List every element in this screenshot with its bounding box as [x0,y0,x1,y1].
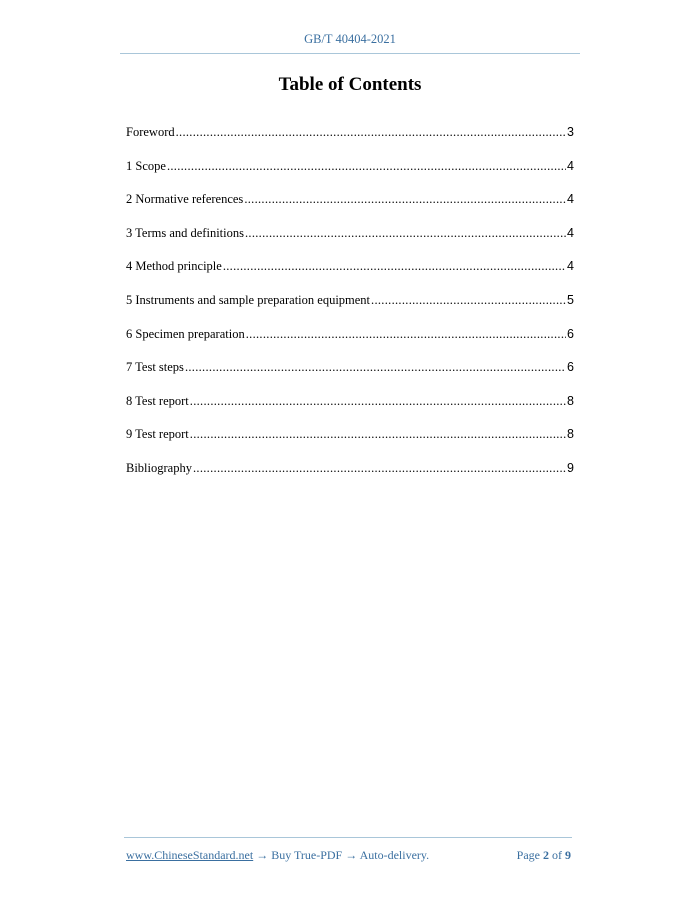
document-code-header: GB/T 40404-2021 [304,32,396,46]
header-divider [120,53,580,54]
toc-entry-method-principle[interactable] [126,259,574,293]
toc-entry-label: Bibliography [126,460,192,475]
auto-delivery-text: Auto-delivery. [359,848,430,862]
toc-entry-foreword[interactable] [126,125,574,159]
toc-list [126,125,574,495]
toc-entry-test-steps[interactable] [126,360,574,394]
toc-entry-page: 8 [567,427,574,442]
toc-entry-page: 4 [567,192,574,207]
total-pages-number: 9 [565,848,571,862]
toc-dot-leader [193,461,566,476]
toc-entry-page: 4 [567,158,574,173]
toc-entry-label: 8 Test report [126,393,189,408]
toc-dot-leader [223,259,566,274]
toc-entry-label: 6 Specimen preparation [126,326,245,341]
toc-entry-normative-references[interactable] [126,192,574,226]
toc-dot-leader [190,427,566,442]
toc-entry-page: 4 [567,225,574,240]
toc-entry-label: Foreword [126,125,175,139]
toc-dot-leader [185,360,566,375]
footer-promo [126,848,429,863]
toc-entry-page: 8 [567,393,574,408]
toc-entry-page: 6 [567,326,574,341]
website-link[interactable]: www.ChineseStandard.net [126,848,254,862]
toc-entry-test-report-9[interactable] [126,427,574,461]
toc-entry-page: 9 [567,460,574,475]
toc-dot-leader [371,293,566,308]
toc-entry-label: 1 Scope [126,158,166,173]
page-indicator [517,848,571,863]
buy-true-pdf-text: Buy True-PDF [271,848,343,862]
toc-entry-terms-definitions[interactable] [126,226,574,260]
toc-dot-leader [245,226,566,241]
toc-entry-label: 9 Test report [126,427,189,442]
toc-entry-scope[interactable] [126,159,574,193]
toc-entry-bibliography[interactable] [126,461,574,495]
toc-dot-leader [244,192,566,207]
page-word: Page [516,848,540,862]
toc-entry-instruments[interactable] [126,293,574,327]
of-word: of [552,848,562,862]
footer-divider [124,837,572,838]
arrow-right-icon: → [345,848,358,862]
toc-entry-page: 3 [567,125,574,139]
current-page-number: 2 [543,848,549,862]
toc-dot-leader [190,394,566,409]
toc-dot-leader [167,159,566,174]
toc-entry-label: 4 Method principle [126,259,222,274]
toc-dot-leader [246,327,566,342]
toc-entry-specimen-preparation[interactable] [126,327,574,361]
toc-entry-label: 3 Terms and definitions [126,225,244,240]
toc-entry-page: 6 [567,360,574,375]
toc-entry-page: 4 [567,259,574,274]
toc-entry-test-report-8[interactable] [126,394,574,428]
toc-entry-page: 5 [567,292,574,307]
toc-entry-label: 5 Instruments and sample preparation equipment [126,292,371,307]
toc-entry-label: 7 Test steps [126,360,184,375]
toc-title: Table of Contents [278,74,422,95]
toc-dot-leader [176,125,566,140]
arrow-right-icon: → [256,848,269,862]
toc-entry-label: 2 Normative references [126,192,244,207]
